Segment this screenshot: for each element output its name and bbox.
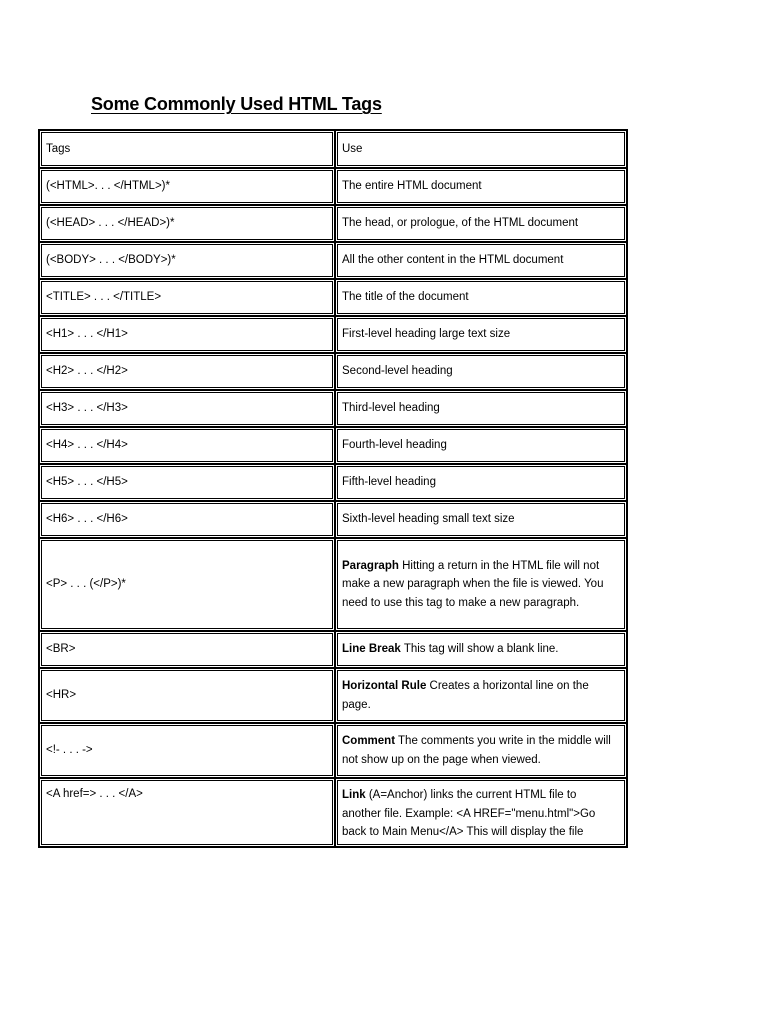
table-row [39,778,627,847]
use-description: Hitting a return in the HTML file will not make a new paragraph when the file is viewed. You need to use this tag to make a new paragraph. [342,559,604,609]
use-cell: The title of the document [335,279,627,316]
use-description: The comments you write in the middle will not show up on the page when viewed. [342,735,611,766]
tag-cell: <!- . . . -> [39,723,335,778]
use-term: Line Break [342,643,401,656]
tag-cell: <H3> . . . </H3> [39,390,335,427]
table-row [39,464,627,501]
use-description: This tag will show a blank line. [403,643,559,656]
use-cell: First-level heading large text size [335,316,627,353]
tag-cell: <TITLE> . . . </TITLE> [39,279,335,316]
use-cell [335,538,627,631]
use-term: Comment [342,735,396,747]
tag-cell: <H1> . . . </H1> [39,316,335,353]
table-row [39,668,627,723]
table-row [39,538,627,631]
table-row [39,390,627,427]
html-tags-table [38,129,628,848]
document-title: Some Commonly Used HTML Tags [91,94,382,114]
use-cell: Fifth-level heading [335,464,627,501]
use-description: Creates a horizontal line on the page. [342,680,589,711]
use-cell: Fourth-level heading [335,427,627,464]
tag-cell: <P> . . . (</P>)* [39,538,335,631]
table-row [39,427,627,464]
tag-cell: (<HTML>. . . </HTML>)* [39,168,335,205]
use-cell [335,631,627,668]
use-cell [335,778,627,847]
tag-cell: <H6> . . . </H6> [39,501,335,538]
table-row [39,205,627,242]
tag-cell: <A href=> . . . </A> [39,778,335,847]
table-header-row [39,130,627,168]
use-description: (A=Anchor) links the current HTML file to another file. Example: <A HREF="menu.html">Go back to Main Menu</A> This will display the file [342,789,596,838]
use-term: Link [342,789,366,801]
table-row [39,316,627,353]
use-term: Paragraph [342,559,399,572]
header-tags: Tags [39,130,335,168]
table-row [39,279,627,316]
tag-cell: <H5> . . . </H5> [39,464,335,501]
tag-cell: (<HEAD> . . . </HEAD>)* [39,205,335,242]
use-term: Horizontal Rule [342,680,427,692]
use-cell: Third-level heading [335,390,627,427]
tag-cell: <H4> . . . </H4> [39,427,335,464]
header-use: Use [335,130,627,168]
table-row [39,242,627,279]
use-cell: The head, or prologue, of the HTML document [335,205,627,242]
tag-cell: <HR> [39,668,335,723]
use-cell: All the other content in the HTML document [335,242,627,279]
use-cell [335,668,627,723]
table-row [39,501,627,538]
table-row [39,723,627,778]
use-cell: Second-level heading [335,353,627,390]
tag-cell: <H2> . . . </H2> [39,353,335,390]
use-cell [335,723,627,778]
table-row [39,168,627,205]
tag-cell: (<BODY> . . . </BODY>)* [39,242,335,279]
use-cell: The entire HTML document [335,168,627,205]
table-row [39,631,627,668]
tag-cell: <BR> [39,631,335,668]
table-row [39,353,627,390]
use-cell: Sixth-level heading small text size [335,501,627,538]
